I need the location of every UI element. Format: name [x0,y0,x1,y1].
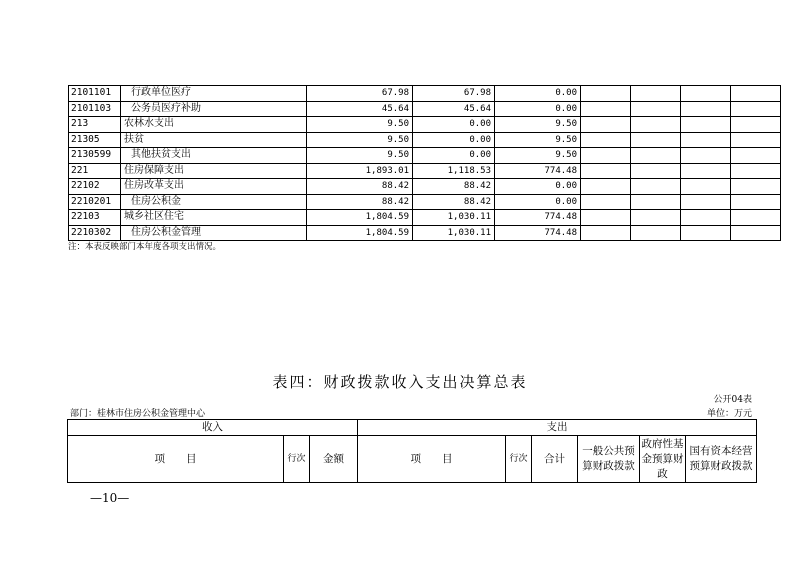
empty-cell [581,210,631,226]
table-row [69,132,781,148]
empty-cell [631,148,681,164]
expense-header: 支出 [358,420,757,436]
subject-code-cell: 2130599 [69,148,121,164]
basic-expenditure-cell: 88.42 [413,194,495,210]
table-row [69,117,781,133]
income-amount-header: 金额 [310,436,358,483]
department-label: 部门：桂林市住房公积金管理中心 [70,409,206,419]
empty-cell [581,86,631,102]
empty-cell [731,132,781,148]
subject-code-cell: 2101101 [69,86,121,102]
total-cell: 45.64 [307,101,413,117]
basic-expenditure-cell: 1,030.11 [413,225,495,241]
expenditure-table [68,85,781,241]
income-header: 收入 [68,420,358,436]
empty-cell [731,210,781,226]
subject-name-cell: 其他扶贫支出 [121,148,307,164]
general-budget-header: 一般公共预算财政拨款 [578,436,640,483]
total-cell: 1,893.01 [307,163,413,179]
empty-cell [681,132,731,148]
empty-cell [631,194,681,210]
subject-name-cell: 住房保障支出 [121,163,307,179]
basic-expenditure-cell: 1,030.11 [413,210,495,226]
empty-cell [631,132,681,148]
empty-cell [581,194,631,210]
empty-cell [681,86,731,102]
subject-code-cell: 2210201 [69,194,121,210]
unit-label: 单位：万元 [706,409,752,419]
project-expenditure-cell: 9.50 [495,117,581,133]
project-expenditure-cell: 0.00 [495,179,581,195]
subject-name-cell: 行政单位医疗 [121,86,307,102]
subject-code-cell: 21305 [69,132,121,148]
empty-cell [731,179,781,195]
table-row [69,194,781,210]
empty-cell [581,179,631,195]
empty-cell [631,86,681,102]
empty-cell [631,179,681,195]
table-row [69,101,781,117]
subject-code-cell: 213 [69,117,121,133]
total-cell: 9.50 [307,148,413,164]
empty-cell [581,163,631,179]
subject-name-cell: 住房公积金管理 [121,225,307,241]
table-note: 注：本表反映部门本年度各项支出情况。 [68,242,222,252]
project-expenditure-cell: 9.50 [495,132,581,148]
basic-expenditure-cell: 0.00 [413,132,495,148]
subject-name-cell: 公务员医疗补助 [121,101,307,117]
expense-line-header: 行次 [506,436,532,483]
basic-expenditure-cell: 45.64 [413,101,495,117]
total-cell: 67.98 [307,86,413,102]
table-row [69,86,781,102]
project-expenditure-cell: 0.00 [495,86,581,102]
subject-name-cell: 住房公积金 [121,194,307,210]
empty-cell [581,148,631,164]
basic-expenditure-cell: 0.00 [413,117,495,133]
empty-cell [731,117,781,133]
subject-name-cell: 住房改革支出 [121,179,307,195]
table-row [69,210,781,226]
basic-expenditure-cell: 0.00 [413,148,495,164]
project-expenditure-cell: 774.48 [495,225,581,241]
empty-cell [681,163,731,179]
empty-cell [631,101,681,117]
subject-name-cell: 扶贫 [121,132,307,148]
income-item-header: 项 目 [68,436,284,483]
basic-expenditure-cell: 67.98 [413,86,495,102]
subject-code-cell: 2101103 [69,101,121,117]
project-expenditure-cell: 0.00 [495,101,581,117]
total-cell: 9.50 [307,117,413,133]
subject-name-cell: 城乡社区住宅 [121,210,307,226]
empty-cell [681,148,731,164]
subject-code-cell: 22103 [69,210,121,226]
empty-cell [581,101,631,117]
fiscal-summary-table [67,419,757,483]
table-row [69,148,781,164]
table-row [69,179,781,195]
total-cell: 88.42 [307,194,413,210]
state-capital-header: 国有资本经营预算财政拨款 [686,436,757,483]
empty-cell [631,163,681,179]
empty-cell [581,117,631,133]
project-expenditure-cell: 774.48 [495,163,581,179]
table-row [69,163,781,179]
empty-cell [681,101,731,117]
empty-cell [631,225,681,241]
table-title: 表四：财政拨款收入支出决算总表 [272,373,528,391]
empty-cell [681,117,731,133]
income-line-header: 行次 [284,436,310,483]
expense-total-header: 合计 [532,436,578,483]
empty-cell [731,148,781,164]
empty-cell [681,210,731,226]
expense-item-header: 项 目 [358,436,506,483]
empty-cell [631,210,681,226]
subject-code-cell: 22102 [69,179,121,195]
total-cell: 1,804.59 [307,210,413,226]
total-cell: 1,804.59 [307,225,413,241]
empty-cell [681,194,731,210]
empty-cell [631,117,681,133]
basic-expenditure-cell: 88.42 [413,179,495,195]
project-expenditure-cell: 774.48 [495,210,581,226]
total-cell: 88.42 [307,179,413,195]
empty-cell [731,101,781,117]
page-number: —10— [90,491,130,505]
empty-cell [731,163,781,179]
subject-code-cell: 221 [69,163,121,179]
total-cell: 9.50 [307,132,413,148]
table-row [69,225,781,241]
form-number: 公开04表 [713,395,752,405]
empty-cell [681,179,731,195]
empty-cell [731,86,781,102]
subject-name-cell: 农林水支出 [121,117,307,133]
subject-code-cell: 2210302 [69,225,121,241]
project-expenditure-cell: 0.00 [495,194,581,210]
basic-expenditure-cell: 1,118.53 [413,163,495,179]
empty-cell [731,225,781,241]
empty-cell [581,225,631,241]
empty-cell [581,132,631,148]
project-expenditure-cell: 9.50 [495,148,581,164]
fund-budget-header: 政府性基金预算财政 [640,436,686,483]
empty-cell [731,194,781,210]
empty-cell [681,225,731,241]
